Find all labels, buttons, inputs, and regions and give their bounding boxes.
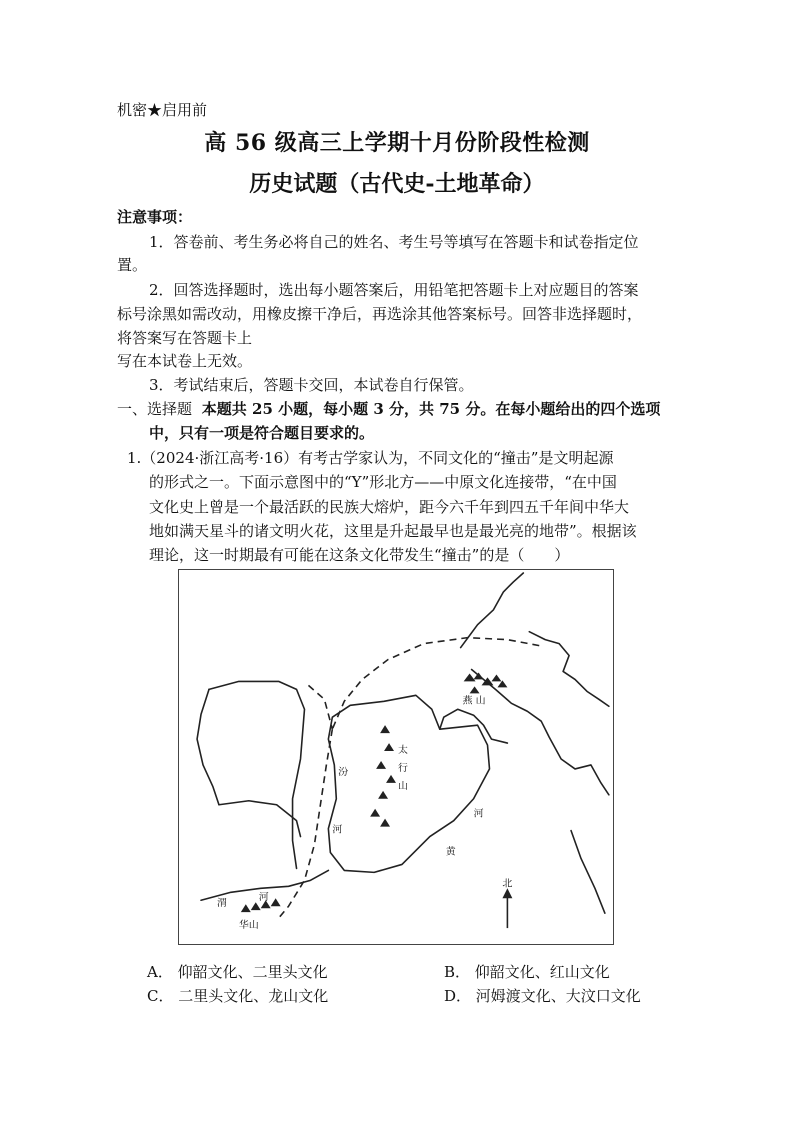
notice-item-1: 1．答卷前、考生务必将自己的姓名、考生号等填写在答题卡和试卷指定位	[149, 233, 639, 251]
section-description: 本题共 25 小题，每小题 3 分，共 75 分。在每小题给出的四个选项	[201, 400, 661, 418]
label-yanshan-2: 山	[475, 695, 486, 707]
yellow-river-bend	[219, 801, 301, 837]
option-d[interactable]: D． 河姆渡文化、大汶口文化	[444, 987, 641, 1005]
label-yanshan-1: 燕	[462, 695, 473, 707]
question-1-stem-2: 的形式之一。下面示意图中的“Y”形北方——中原文化连接带，“在中国	[149, 473, 617, 491]
section-description-cont: 中，只有一项是符合题目要求的。	[149, 424, 375, 442]
yanshan-mountains	[464, 672, 508, 693]
label-huang-2: 黄	[445, 846, 456, 858]
coast-line	[571, 831, 605, 914]
section-label: 一、选择题	[117, 400, 193, 418]
notice-item-2-cont2: 将答案写在答题卡上	[117, 329, 253, 347]
notice-item-3: 3．考试结束后，答题卡交回，本试卷自行保管。	[149, 376, 474, 394]
plateau-outline	[328, 695, 489, 872]
question-1-map	[178, 569, 614, 945]
notice-item-2-cont: 标号涂黑如需改动，用橡皮擦干净后，再选涂其他答案标号。回答非选择题时，	[117, 305, 643, 323]
notice-item-2: 2．回答选择题时，选出每小题答案后，用铅笔把答题卡上对应题目的答案	[149, 281, 639, 299]
notice-item-2-cont3: 写在本试卷上无效。	[117, 352, 253, 370]
label-wei-2: 河	[258, 892, 269, 904]
taihang-mountains	[370, 725, 396, 826]
question-1-stem: 1.（2024·浙江高考·16）有考古学家认为，不同文化的“撞击”是文明起源	[127, 449, 614, 467]
label-wei-1: 渭	[216, 898, 227, 910]
label-north: 北	[502, 878, 513, 890]
map-svg	[179, 570, 613, 944]
question-1-stem-5: 理论，这一时期最有可能在这条文化带发生“撞击”的是（ ）	[149, 546, 570, 564]
label-taihang-2: 行	[397, 762, 408, 774]
question-1-stem-4: 地如满天星斗的诸文明火花，这里是升起最早也是最光亮的地带”。根据该	[149, 522, 637, 540]
north-arrow	[502, 888, 512, 928]
secret-mark: 机密★启用前	[117, 101, 208, 119]
exam-subtitle: 历史试题（古代史-土地革命）	[249, 171, 545, 197]
option-b[interactable]: B． 仰韶文化、红山文化	[444, 963, 610, 981]
option-c[interactable]: C． 二里头文化、龙山文化	[147, 987, 329, 1005]
question-1-stem-3: 文化史上曾是一个最活跃的民族大熔炉，距今六千年到四五千年间中华大	[149, 498, 630, 516]
yellow-river-bend	[209, 681, 304, 868]
yellow-river-bend	[197, 689, 219, 804]
label-taihang-3: 山	[397, 780, 408, 792]
coast-line	[472, 669, 609, 794]
river-line	[529, 632, 609, 707]
label-huang-1: 河	[473, 808, 484, 820]
label-huashan: 华山	[238, 920, 259, 932]
label-taihang-1: 太	[397, 745, 408, 757]
label-fen-2: 河	[332, 824, 343, 836]
label-fen-1: 汾	[338, 766, 349, 778]
notice-heading: 注意事项：	[117, 208, 193, 226]
notice-item-1-cont: 置。	[117, 256, 148, 274]
section-heading	[117, 398, 660, 419]
option-a[interactable]: A． 仰韶文化、二里头文化	[147, 963, 328, 981]
exam-title: 高 56 级高三上学期十月份阶段性检测	[204, 130, 590, 156]
river-line	[461, 573, 524, 648]
